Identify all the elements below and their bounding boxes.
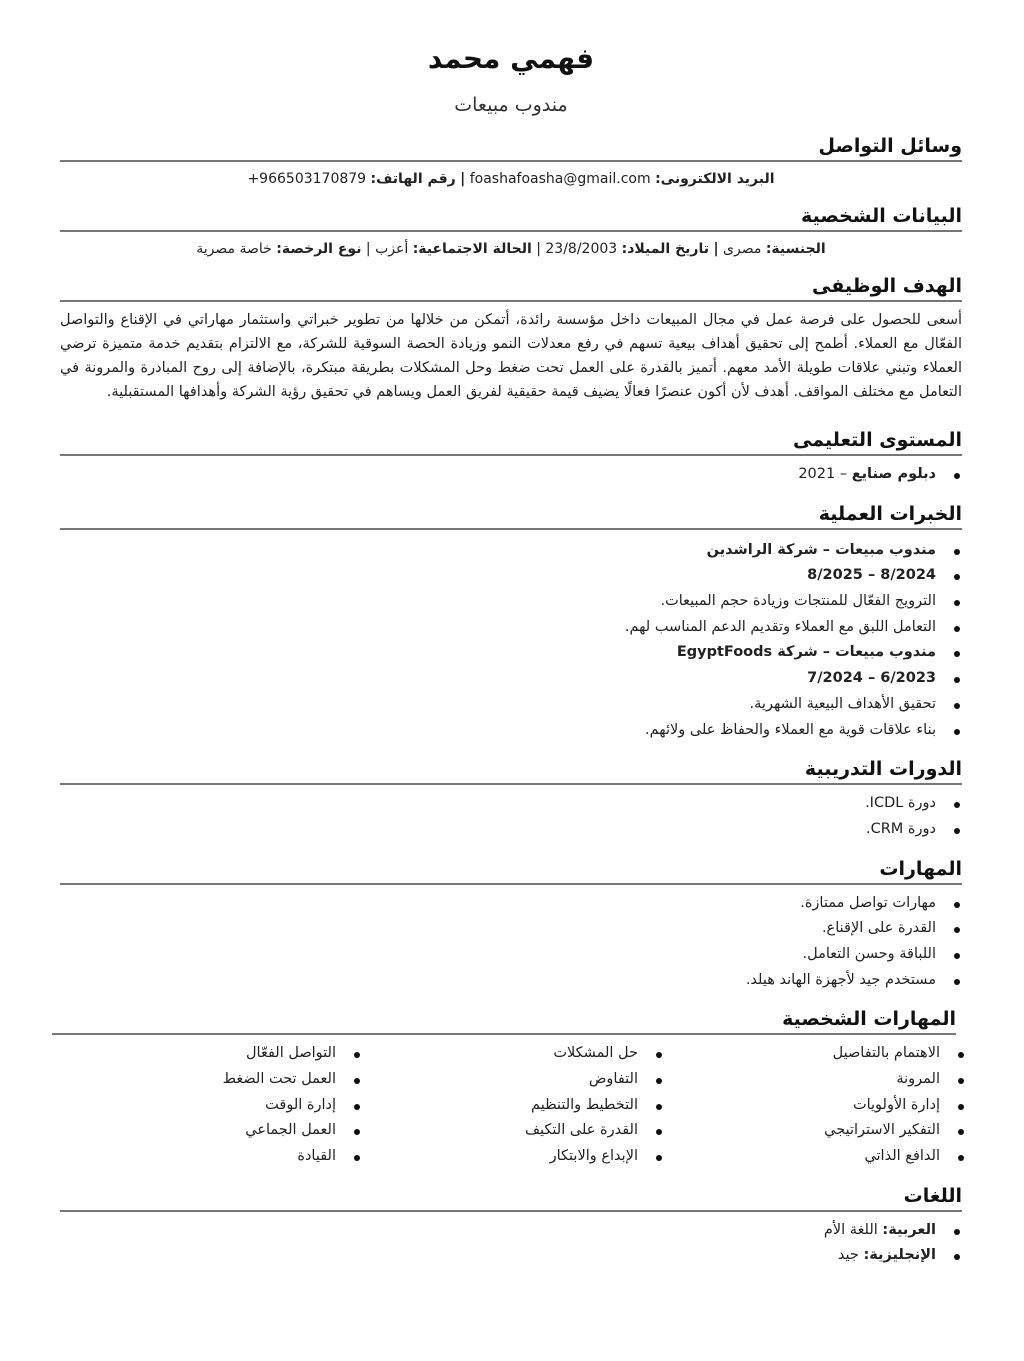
list-item: القيادة [60,1144,362,1170]
section-heading-languages: اللغات [903,1184,962,1207]
experience-list [60,538,962,744]
list-item: اللباقة وحسن التعامل. [60,942,962,968]
list-item [60,1243,962,1269]
language-level: اللغة الأم [823,1221,878,1238]
section-heading-education: المستوى التعليمى [792,429,962,451]
list-item: مستخدم جيد لأجهزة الهاند هيلد. [60,968,962,994]
license-value: خاصة مصرية [196,241,272,257]
separator: | [460,171,466,187]
list-item: القدرة على الإقناع. [60,916,962,942]
list-item: 6/2023 – 7/2024 [60,666,962,692]
nationality-label: الجنسية: [765,241,826,257]
soft-skills-column [60,1041,362,1169]
divider [52,1033,956,1035]
person-name: فهمي محمد [427,42,595,75]
divider [60,1210,962,1212]
divider [60,883,962,885]
email-value: foashafoasha@gmail.com [469,171,651,187]
personal-line: الجنسية: مصرى | تاريخ الميلاد: 23/8/2003 | الحالة الاجتماعية: أعزب | نوع الرخصة: خاصة مصرية [196,241,826,257]
list-item: الترويج الفعّال للمنتجات وزيادة حجم المبيعات. [60,589,962,615]
year: – 2021 [798,466,848,482]
list-item: التواصل الفعّال [60,1041,362,1067]
divider [60,300,962,302]
divider [60,230,962,232]
language-name: العربية: [882,1221,936,1238]
section-heading-experience: الخبرات العملية [818,502,962,525]
list-item: 8/2024 – 8/2025 [60,563,962,589]
languages-list [60,1218,962,1269]
section-heading-soft-skills: المهارات الشخصية [782,1008,956,1031]
list-item: التخطيط والتنظيم [362,1093,664,1119]
email-label: البريد الالكترونى: [655,171,775,187]
nationality-value: مصرى [723,241,762,257]
list-item: الاهتمام بالتفاصيل [664,1041,966,1067]
list-item [60,462,962,488]
section-heading-training: الدورات التدريبية [804,758,962,781]
list-item: إدارة الأولويات [664,1093,966,1119]
dob-value: 23/8/2003 [545,241,618,257]
section-heading-personal: البيانات الشخصية [801,205,962,227]
list-item: بناء علاقات قوية مع العملاء والحفاظ على ولائهم. [60,718,962,744]
marital-value: أعزب [375,241,409,257]
list-item: التفكير الاستراتيجي [664,1118,966,1144]
objective-text: أسعى للحصول على فرصة عمل في مجال المبيعات داخل مؤسسة رائدة، أتمكن من خلالها من تطوير خبراتي واستثمار مهاراتي في الإقناع والتواصل الفعّال مع العملاء. أطمح إلى تحقيق أهداف بيعية تسهم في رفع معدلات النمو وزيادة الحصة السوقية للشركة، مع الالتزام بتقديم خدمة متميزة ترضي العملاء وتبني علاقات طويلة الأمد معهم. أتميز بالقدرة على العمل تحت ضغط وحل المشكلات بطريقة مبتكرة، بالإضافة إلى روح المبادرة والمرونة في التعامل مع مختلف المواقف. أهدف لأن أكون عنصرًا فعالًا يضيف قيمة حقيقية لفريق العمل ويساهم في تحقيق رؤية الشركة وأهدافها المستقبلية. [60,312,962,400]
list-item: دورة ICDL. [60,791,962,817]
divider [60,454,962,456]
soft-skills-grid [60,1041,966,1169]
marital-label: الحالة الاجتماعية: [412,241,532,257]
list-item: التفاوض [362,1067,664,1093]
skills-list [60,891,962,994]
divider [60,528,962,530]
soft-skills-column [362,1041,664,1169]
cv-page [60,0,962,1269]
list-item [60,1218,962,1244]
list-item: المرونة [664,1067,966,1093]
list-item: تحقيق الأهداف البيعية الشهرية. [60,692,962,718]
list-item: دورة CRM. [60,817,962,843]
soft-skills-column [664,1041,966,1169]
list-item: مندوب مبيعات – شركة الراشدين [60,538,962,564]
list-item: الإبداع والابتكار [362,1144,664,1170]
list-item: الدافع الذاتي [664,1144,966,1170]
list-item: التعامل اللبق مع العملاء وتقديم الدعم المناسب لهم. [60,615,962,641]
section-heading-skills: المهارات [879,857,962,880]
license-label: نوع الرخصة: [276,241,362,257]
divider [60,783,962,785]
language-name: الإنجليزية: [863,1247,936,1264]
language-level: جيد [837,1247,859,1264]
job-title: مندوب مبيعات [454,94,568,116]
list-item: القدرة على التكيف [362,1118,664,1144]
list-item: مندوب مبيعات – شركة EgyptFoods [60,640,962,666]
list-item: العمل تحت الضغط [60,1067,362,1093]
degree: دبلوم صنايع [851,466,936,482]
phone-label: رقم الهاتف: [370,171,456,187]
list-item: مهارات تواصل ممتازة. [60,891,962,917]
list-item: حل المشكلات [362,1041,664,1067]
education-list [60,462,962,488]
list-item: العمل الجماعي [60,1118,362,1144]
dob-label: تاريخ الميلاد: [621,241,709,257]
section-heading-contact: وسائل التواصل [818,135,962,157]
divider [60,160,962,162]
section-heading-objective: الهدف الوظيفى [812,275,962,297]
contact-line [60,168,962,190]
phone-value: +966503170879 [247,171,367,187]
list-item: إدارة الوقت [60,1093,362,1119]
training-list [60,791,962,842]
